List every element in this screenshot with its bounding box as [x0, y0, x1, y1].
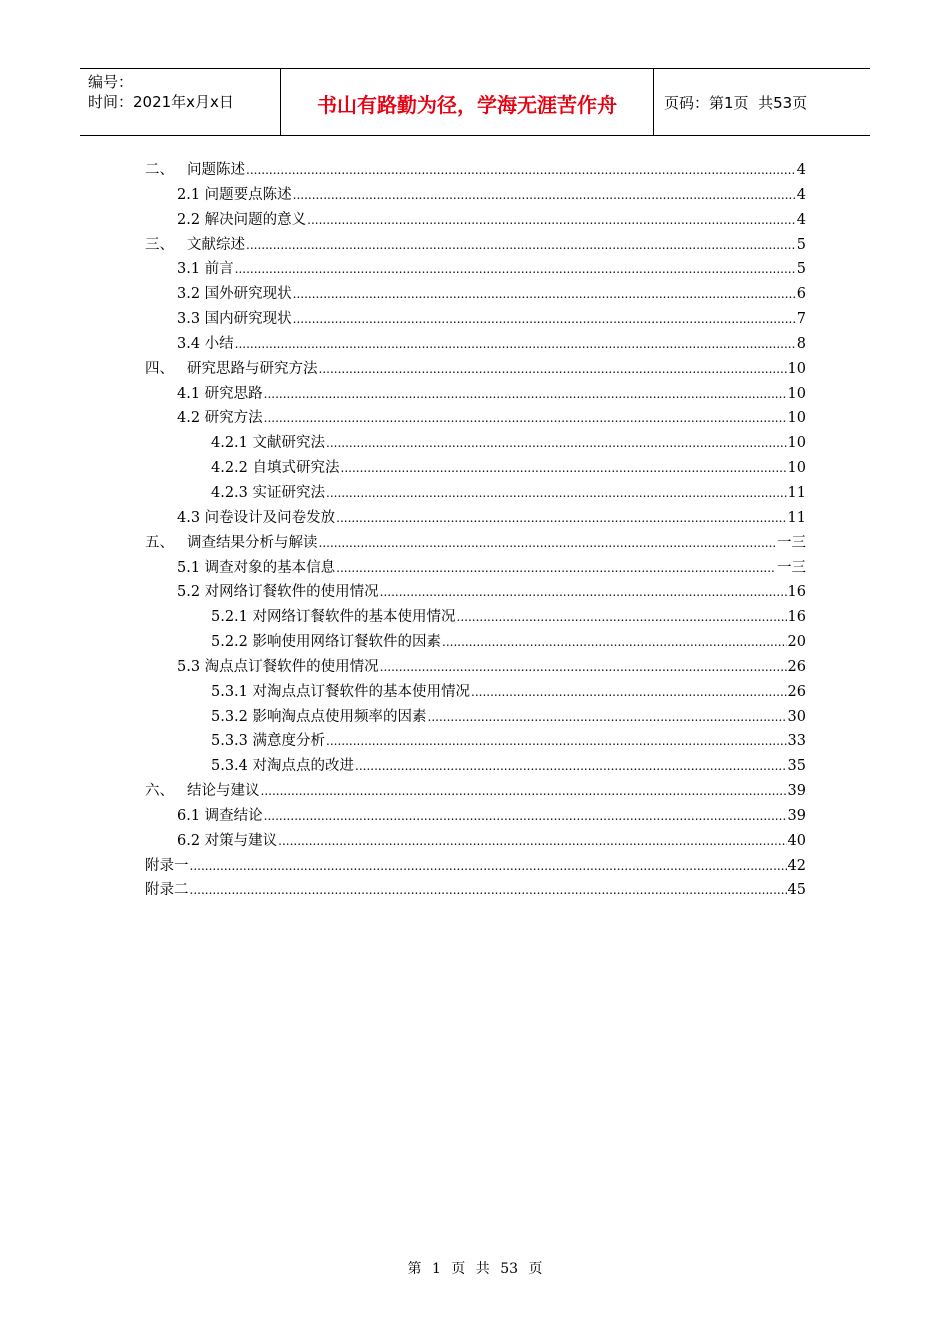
toc-page-number: 6 [796, 286, 806, 303]
toc-chapter-title: 研究思路与研究方法 [187, 360, 318, 377]
toc-page-number: 39 [787, 783, 806, 800]
page-footer: 第 1 页 共 53 页 [407, 1261, 543, 1277]
toc-entry[interactable] [145, 456, 806, 481]
toc-chapter-number: 二、 [145, 162, 174, 178]
toc-page-number: 40 [787, 832, 806, 849]
toc-page-number: 4 [796, 211, 806, 228]
toc-dot-leader [278, 834, 786, 848]
toc-page-number: 16 [787, 584, 806, 601]
toc-page-number: 4 [796, 186, 806, 203]
toc-dot-leader [261, 784, 787, 798]
toc-page-number: 26 [787, 683, 806, 700]
toc-dot-leader [380, 660, 787, 674]
toc-dot-leader [293, 312, 796, 326]
toc-dot-leader [442, 635, 787, 649]
toc-page-number: 20 [787, 634, 806, 651]
toc-entry-title: 3.3 国内研究现状 [177, 311, 292, 328]
toc-dot-leader [326, 486, 787, 500]
toc-entry[interactable] [145, 531, 806, 556]
toc-page-number: 4 [796, 162, 806, 178]
toc-chapter-number: 四、 [145, 360, 174, 377]
toc-dot-leader [336, 511, 786, 525]
toc-dot-leader [341, 461, 787, 475]
toc-dot-leader [264, 809, 787, 823]
toc-dot-leader [428, 710, 787, 724]
toc-entry[interactable] [145, 878, 806, 903]
toc-entry-title [145, 158, 245, 179]
toc-dot-leader [326, 734, 787, 748]
toc-chapter-title: 文献综述 [187, 236, 245, 253]
toc-chapter-number: 三、 [145, 236, 174, 253]
toc-entry[interactable] [145, 183, 806, 208]
toc-entry-title: 4.2 研究方法 [177, 410, 263, 427]
toc-dot-leader [235, 262, 796, 276]
toc-dot-leader [235, 337, 796, 351]
toc-dot-leader [319, 362, 787, 376]
toc-page-number: 26 [787, 658, 806, 675]
toc-page-number: 10 [787, 410, 806, 427]
toc-entry[interactable] [145, 382, 806, 407]
toc-page-number: 10 [787, 385, 806, 402]
toc-dot-leader [326, 436, 787, 450]
toc-dot-leader [190, 859, 787, 873]
toc-page-number: 42 [787, 857, 806, 874]
toc-entry[interactable] [145, 257, 806, 282]
toc-entry[interactable] [145, 655, 806, 680]
serial-label: 编号： [88, 73, 134, 91]
toc-entry-title: 3.4 小结 [177, 335, 234, 352]
toc-entry[interactable] [145, 705, 806, 730]
toc-entry-title: 4.2.2 自填式研究法 [211, 460, 340, 477]
toc-entry[interactable] [145, 754, 806, 779]
toc-entry-title [145, 233, 245, 254]
toc-entry[interactable] [145, 829, 806, 854]
toc-chapter-number: 五、 [145, 534, 174, 551]
toc-entry-title: 4.1 研究思路 [177, 385, 263, 402]
toc-dot-leader [264, 411, 787, 425]
toc-page-number: 10 [787, 460, 806, 477]
toc-entry[interactable] [145, 729, 806, 754]
toc-entry[interactable] [145, 431, 806, 456]
toc-dot-leader [355, 759, 787, 773]
toc-page-number: 33 [787, 733, 806, 750]
toc-entry-title: 5.3.4 对淘点点的改进 [211, 758, 355, 775]
toc-dot-leader [293, 188, 796, 202]
toc-entry[interactable] [145, 556, 806, 581]
toc-entry-title: 附录二 [145, 882, 189, 899]
toc-dot-leader [293, 287, 796, 301]
toc-page-number: 35 [787, 758, 806, 775]
toc-page-number: 一三 [777, 559, 806, 576]
toc-entry-title: 5.2 对网络订餐软件的使用情况 [177, 584, 379, 601]
toc-entry[interactable] [145, 854, 806, 879]
toc-entry-title: 3.1 前言 [177, 261, 234, 278]
toc-entry[interactable] [145, 779, 806, 804]
toc-entry-title: 4.2.1 文献研究法 [211, 435, 326, 452]
toc-entry-title: 2.1 问题要点陈述 [177, 186, 292, 203]
header-page-info: 页码：第1页 共53页 [664, 93, 808, 112]
toc-dot-leader [246, 238, 796, 252]
toc-entry-title: 6.1 调查结论 [177, 807, 263, 824]
toc-entry[interactable] [145, 208, 806, 233]
toc-dot-leader [380, 585, 787, 599]
toc-page-number: 10 [787, 435, 806, 452]
header-page-info-cell [654, 69, 870, 135]
toc-dot-leader [246, 163, 796, 177]
toc-entry-title: 5.2.2 影响使用网络订餐软件的因素 [211, 634, 442, 651]
toc-page-number: 39 [787, 807, 806, 824]
toc-dot-leader [190, 883, 787, 897]
toc-entry[interactable] [145, 630, 806, 655]
toc-entry-title: 4.2.3 实证研究法 [211, 484, 326, 501]
toc-entry[interactable] [145, 605, 806, 630]
toc-page-number: 45 [787, 882, 806, 899]
toc-entry-title: 5.3.2 影响淘点点使用频率的因素 [211, 708, 427, 725]
toc-entry[interactable] [145, 233, 806, 258]
toc-page-number: 11 [787, 484, 806, 501]
toc-dot-leader [457, 610, 787, 624]
toc-entry-title: 附录一 [145, 857, 189, 874]
toc-entry-title: 4.3 问卷设计及问卷发放 [177, 509, 336, 526]
toc-entry-title: 6.2 对策与建议 [177, 832, 278, 849]
toc-entry-title: 5.3.1 对淘点点订餐软件的基本使用情况 [211, 683, 471, 700]
toc-page-number: 7 [796, 311, 806, 328]
toc-entry[interactable] [145, 307, 806, 332]
toc-entry[interactable] [145, 481, 806, 506]
toc-entry-title [145, 531, 318, 552]
toc-page-number: 10 [787, 360, 806, 377]
toc-page-number: 16 [787, 609, 806, 626]
header-meta-cell [80, 69, 281, 135]
toc-dot-leader [307, 213, 796, 227]
toc-page-number: 11 [787, 509, 806, 526]
toc-page-number: 8 [796, 335, 806, 352]
toc-entry[interactable] [145, 406, 806, 431]
header-motto: 书山有路勤为径，学海无涯苦作舟 [281, 69, 654, 135]
toc-entry[interactable] [145, 357, 806, 382]
toc-entry-title: 3.2 国外研究现状 [177, 286, 292, 303]
toc-entry[interactable] [145, 158, 806, 183]
toc-entry-title: 2.2 解决问题的意义 [177, 211, 307, 228]
document-header [80, 68, 870, 136]
toc-entry[interactable] [145, 580, 806, 605]
toc-chapter-title: 调查结果分析与解读 [187, 534, 318, 551]
toc-page-number: 一三 [777, 534, 806, 551]
toc-chapter-title: 问题陈述 [187, 162, 245, 178]
toc-entry[interactable] [145, 282, 806, 307]
time-label: 时间：2021年x月x日 [88, 93, 234, 111]
toc-entry-title [145, 779, 260, 800]
toc-chapter-title: 结论与建议 [187, 783, 260, 800]
toc-entry[interactable] [145, 804, 806, 829]
toc-page-number: 30 [787, 708, 806, 725]
toc-entry-title: 5.2.1 对网络订餐软件的基本使用情况 [211, 609, 456, 626]
toc-dot-leader [264, 387, 787, 401]
toc-chapter-number: 六、 [145, 783, 174, 800]
toc-entry-title: 5.3.3 满意度分析 [211, 733, 326, 750]
toc-entry-title [145, 357, 318, 378]
toc-entry-title: 5.1 调查对象的基本信息 [177, 559, 336, 576]
toc-dot-leader [319, 536, 777, 550]
toc-entry[interactable] [145, 506, 806, 531]
toc-dot-leader [336, 561, 776, 575]
table-of-contents [145, 158, 806, 903]
toc-dot-leader [471, 685, 787, 699]
toc-entry[interactable] [145, 332, 806, 357]
toc-page-number: 5 [796, 236, 806, 253]
toc-entry-title: 5.3 淘点点订餐软件的使用情况 [177, 658, 379, 675]
toc-entry[interactable] [145, 680, 806, 705]
toc-page-number: 5 [796, 261, 806, 278]
